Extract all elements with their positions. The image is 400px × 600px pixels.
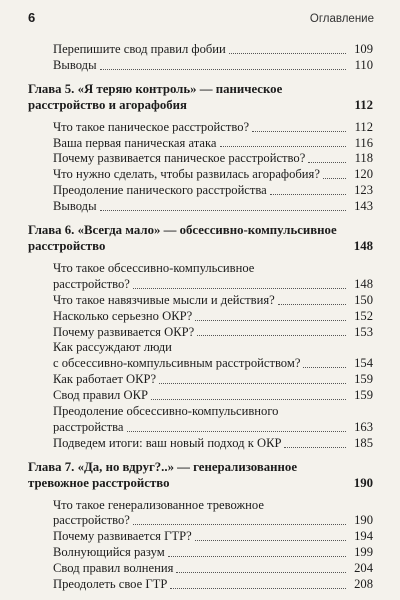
toc-entry[interactable] <box>28 136 373 152</box>
toc-entry[interactable] <box>28 529 373 545</box>
toc-entry-title-line[interactable]: Что такое обсессивно-компульсивное <box>53 260 255 275</box>
toc-entry-title: Выводы <box>53 57 97 72</box>
running-head-title: Оглавление <box>309 13 374 25</box>
dot-leader <box>133 524 346 525</box>
toc-entry-page: 123 <box>354 183 373 198</box>
toc-entry-page: 185 <box>354 435 373 450</box>
toc-entry-title: Перепишите свод правил фобии <box>53 42 226 56</box>
toc-entry-title: Свод правил ОКР <box>53 388 148 403</box>
chapter-page: 190 <box>353 475 373 490</box>
toc-entry-title: Подведем итоги: ваш новый подход к ОКР <box>53 435 282 450</box>
dot-leader <box>195 540 346 541</box>
toc-entry[interactable] <box>28 120 373 136</box>
toc-entry[interactable] <box>28 325 373 341</box>
toc-entry-page: 204 <box>354 561 373 576</box>
dot-leader <box>176 572 346 573</box>
dot-leader <box>100 69 346 70</box>
chapter-title-text: расстройство <box>28 238 106 253</box>
running-head <box>28 10 374 28</box>
dot-leader <box>308 162 346 163</box>
dot-leader <box>229 53 346 54</box>
toc-entry[interactable] <box>28 545 373 561</box>
toc-entry[interactable] <box>28 42 373 58</box>
chapter-title-last-line <box>28 98 373 114</box>
chapter-heading[interactable] <box>28 82 373 114</box>
toc-entry-page: 154 <box>354 356 373 371</box>
dot-leader <box>127 431 346 432</box>
chapter-page: 148 <box>353 238 373 253</box>
dot-leader <box>278 304 346 305</box>
toc-entry-title: Преодоление панического расстройства <box>53 183 267 198</box>
toc-entry-page: 199 <box>354 545 373 560</box>
toc-entry[interactable] <box>28 293 373 309</box>
toc-entry[interactable] <box>28 577 373 593</box>
toc-entry-page: 120 <box>354 167 373 182</box>
chapter-title-last-line <box>28 476 373 492</box>
chapter-heading[interactable] <box>28 460 373 492</box>
toc-entry-page: 110 <box>354 57 373 72</box>
toc-entry-title: расстройства <box>53 419 124 434</box>
toc-entry-title: Почему развивается паническое расстройство? <box>53 151 306 166</box>
toc-entry-page: 163 <box>354 419 373 434</box>
toc-entry-title: Что нужно сделать, чтобы развилась агорафобия? <box>53 167 320 182</box>
toc-entry-title: Ваша первая паническая атака <box>53 135 217 150</box>
toc-entry[interactable] <box>28 309 373 325</box>
toc-entry-title: Волнующийся разум <box>53 545 165 560</box>
chapter-heading[interactable] <box>28 223 373 255</box>
toc-entry-title: Выводы <box>53 199 97 214</box>
dot-leader <box>270 194 346 195</box>
toc-entry-title: расстройство? <box>53 276 130 291</box>
toc-entry[interactable] <box>28 388 373 404</box>
toc-entry-page: 143 <box>354 199 373 214</box>
toc-entry[interactable] <box>28 183 373 199</box>
toc-entry-page: 112 <box>354 119 373 134</box>
dot-leader <box>220 146 347 147</box>
toc-entry-page: 194 <box>354 529 373 544</box>
toc-entry[interactable] <box>28 561 373 577</box>
chapter-page: 112 <box>354 97 373 112</box>
dot-leader <box>284 447 346 448</box>
toc-entry[interactable] <box>28 356 373 372</box>
toc-entry-page: 109 <box>354 42 373 56</box>
dot-leader <box>170 588 346 589</box>
toc-entry[interactable] <box>28 372 373 388</box>
toc-entry-title: расстройство? <box>53 513 130 528</box>
dot-leader <box>133 288 346 289</box>
dot-leader <box>195 320 346 321</box>
toc-entry-page: 150 <box>354 292 373 307</box>
toc-entry-page: 159 <box>354 372 373 387</box>
toc-entry-title: Почему развивается ГТР? <box>53 529 192 544</box>
toc-entry-title-line[interactable]: Что такое генерализованное тревожное <box>53 497 264 512</box>
toc-entry[interactable] <box>28 151 373 167</box>
chapter-title-text: тревожное расстройство <box>28 475 170 490</box>
toc-entry-title: Почему развивается ОКР? <box>53 324 195 339</box>
toc-entry[interactable] <box>28 58 373 74</box>
toc-entry-page: 148 <box>354 276 373 291</box>
toc-entry-title: Что такое паническое расстройство? <box>53 119 250 134</box>
dot-leader <box>197 335 346 336</box>
toc-entry-page: 153 <box>354 324 373 339</box>
toc-entry[interactable] <box>28 199 373 215</box>
chapter-title-line: Глава 6. «Всегда мало» — обсессивно-компульсивное <box>28 223 337 238</box>
toc-entry-title: Свод правил волнения <box>53 561 174 576</box>
toc-entry-page: 159 <box>354 388 373 403</box>
toc-entry[interactable] <box>28 167 373 183</box>
dot-leader <box>151 399 346 400</box>
dot-leader <box>100 210 346 211</box>
toc-entry-title: с обсессивно-компульсивным расстройством? <box>53 356 301 371</box>
toc-entry-page: 208 <box>354 577 373 592</box>
toc-entry[interactable] <box>28 436 373 452</box>
toc-entry-page: 118 <box>354 151 373 166</box>
toc-entry-title-line[interactable]: Преодоление обсессивно-компульсивного <box>53 404 279 419</box>
toc-entry[interactable] <box>28 420 373 436</box>
dot-leader <box>323 178 346 179</box>
dot-leader <box>303 367 346 368</box>
toc-entry-title: Что такое навязчивые мысли и действия? <box>53 292 275 307</box>
dot-leader <box>252 131 346 132</box>
chapter-title-last-line <box>28 239 373 255</box>
toc-entry-title: Как работает ОКР? <box>53 372 157 387</box>
chapter-title-text: расстройство и агорафобия <box>28 97 187 112</box>
dot-leader <box>159 383 346 384</box>
toc-entry-page: 116 <box>354 135 373 150</box>
page-number: 6 <box>28 10 36 25</box>
toc-entry-title: Насколько серьезно ОКР? <box>53 308 193 323</box>
dot-leader <box>168 556 346 557</box>
toc-entry[interactable] <box>28 513 373 529</box>
chapter-title-line: Глава 7. «Да, но вдруг?..» — генерализованное <box>28 459 298 474</box>
toc-entry-page: 190 <box>354 513 373 528</box>
toc-entry-page: 152 <box>354 308 373 323</box>
toc-entry[interactable] <box>28 277 373 293</box>
table-of-contents <box>28 42 373 593</box>
chapter-title-line: Глава 5. «Я теряю контроль» — паническое <box>28 81 283 96</box>
toc-entry-title: Преодолеть свое ГТР <box>53 577 168 592</box>
toc-entry-title-line[interactable]: Как рассуждают люди <box>53 340 172 355</box>
